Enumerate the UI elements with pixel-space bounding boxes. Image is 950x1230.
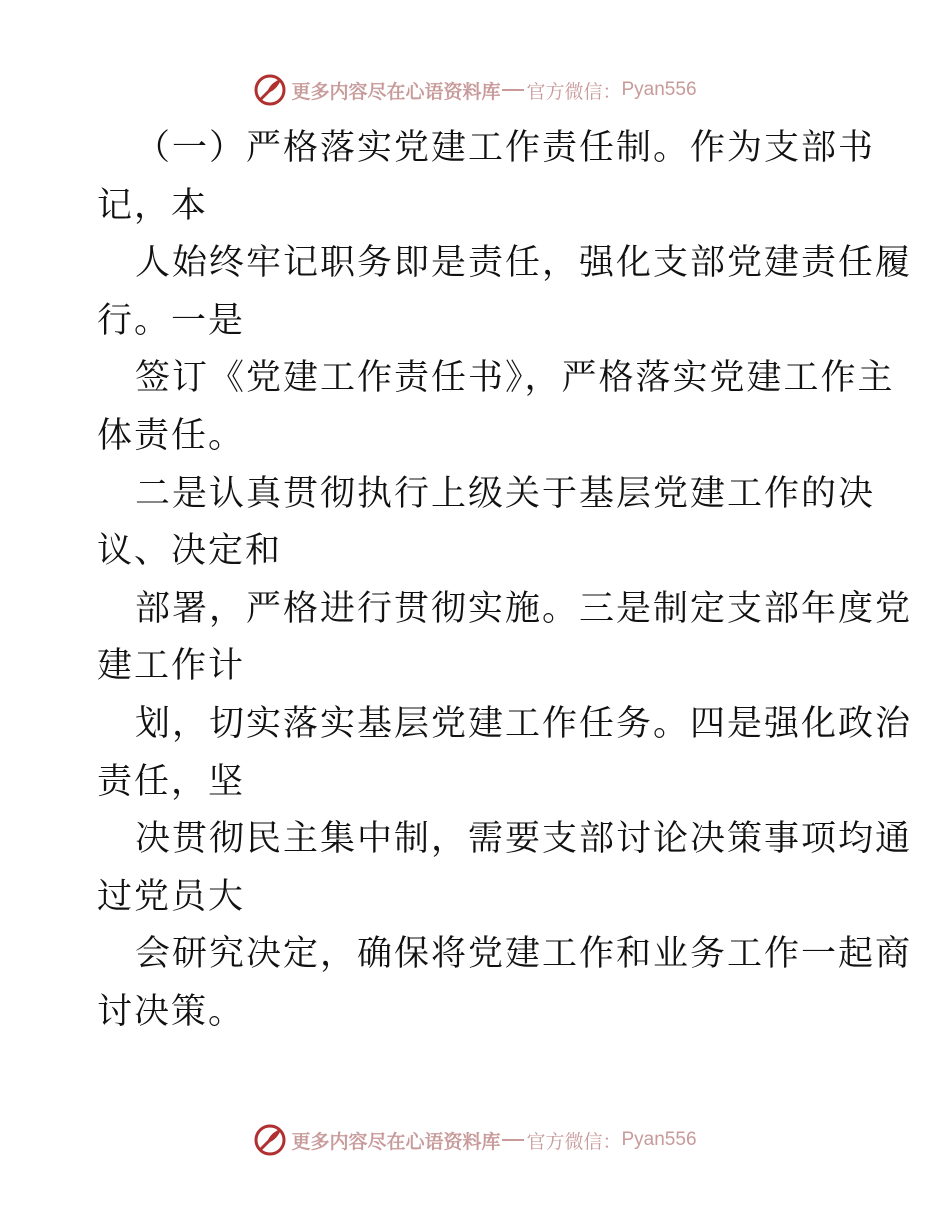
header-watermark — [0, 70, 950, 110]
footer-watermark — [0, 1120, 950, 1160]
body-line: 人始终牢记职务即是责任，强化支部党建责任履 — [135, 243, 913, 284]
body-line: 会研究决定，确保将党建工作和业务工作一起商 — [135, 934, 913, 975]
body-line: 二是认真贯彻执行上级关于基层党建工作的决 — [135, 473, 876, 514]
watermark-official: 官方微信： — [526, 1130, 622, 1153]
body-line: 讨决策。 — [97, 991, 246, 1032]
body-line: 建工作计 — [97, 646, 246, 687]
watermark-handle: Pyan556 — [621, 1129, 697, 1150]
body-line: 议、决定和 — [97, 531, 283, 572]
watermark-brand: 更多内容尽在心语资料库 — [291, 80, 501, 103]
body-line: 责任，坚 — [97, 761, 246, 802]
body-line: 行。一是 — [97, 300, 246, 341]
feather-logo-icon — [253, 1123, 287, 1157]
body-line: （一）严格落实党建工作责任制。作为支部书 — [135, 128, 876, 168]
body-line: 签订《党建工作责任书》，严格落实党建工作主 — [135, 358, 895, 399]
body-line: 体责任。 — [97, 415, 246, 456]
watermark-brand: 更多内容尽在心语资料库 — [291, 1130, 501, 1153]
watermark-dash — [502, 89, 524, 91]
body-line: 记，本 — [97, 185, 209, 226]
watermark-dash — [502, 1139, 524, 1141]
watermark-handle: Pyan556 — [621, 79, 697, 100]
feather-logo-icon — [253, 73, 287, 107]
body-line: 部署，严格进行贯彻实施。三是制定支部年度党 — [135, 588, 913, 629]
body-line: 划，切实落实基层党建工作任务。四是强化政治 — [135, 703, 913, 744]
body-line: 过党员大 — [97, 876, 246, 917]
body-line: 决贯彻民主集中制，需要支部讨论决策事项均通 — [135, 819, 913, 860]
watermark-official: 官方微信： — [526, 80, 622, 103]
document-body — [97, 120, 913, 1042]
